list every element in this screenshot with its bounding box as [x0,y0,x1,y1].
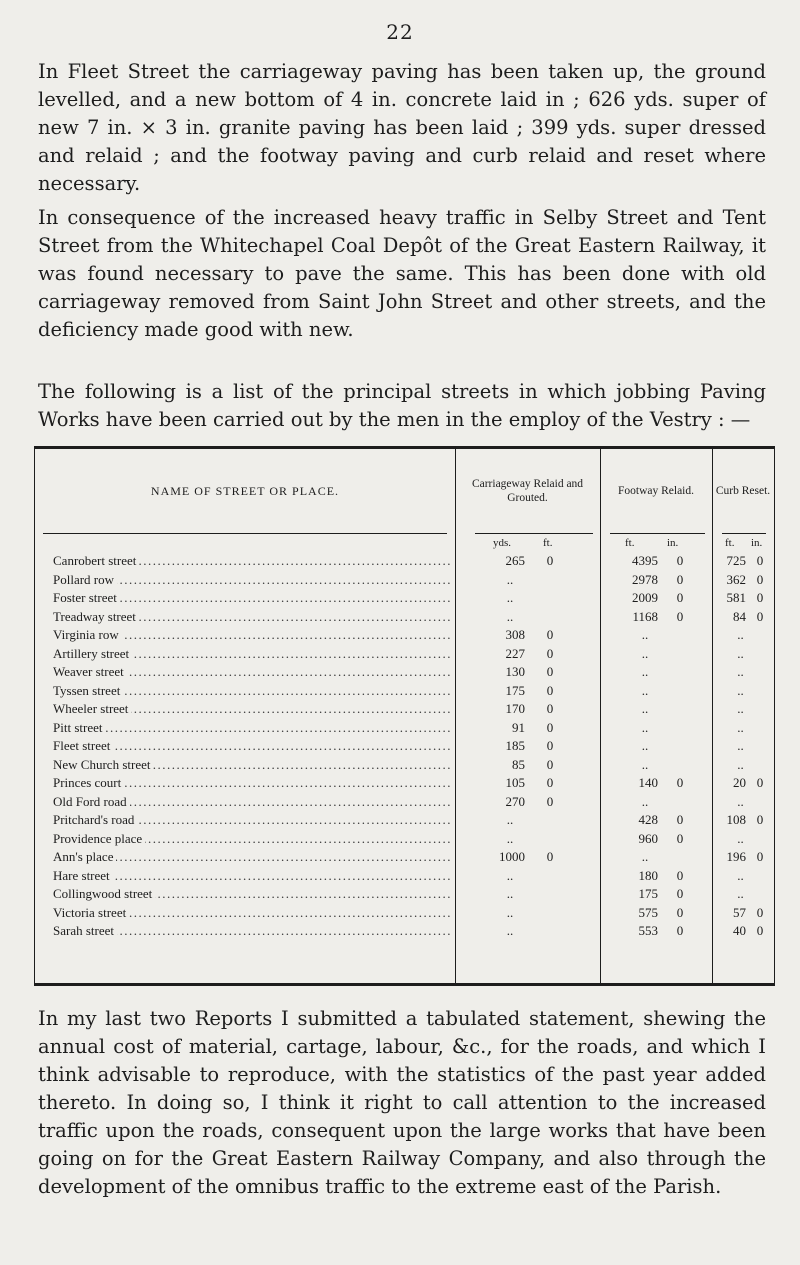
table-row [35,626,774,645]
header-footway: Footway Relaid. [617,485,695,497]
c2-value: 2978 [632,571,658,587]
c1-subvalue: 0 [546,701,554,716]
unit-feet: ft. [725,537,735,549]
c3-empty: .. [737,664,744,679]
c2-value: 960 [638,830,658,846]
c1-value: 85 [512,756,525,772]
table-row [35,571,774,590]
paving-works-table [34,446,775,986]
street-name-cell [53,885,451,904]
street-name: Sarah street [53,923,117,938]
street-name: New Church street [53,757,153,772]
street-name: Old Ford road [53,794,130,809]
header-curb: Curb Reset. [715,485,771,497]
c1-value: 227 [505,645,525,661]
c1-subvalue: 0 [546,645,554,661]
street-name-cell [53,663,451,682]
header-underline [475,533,593,534]
c1-subvalue: 0 [546,553,554,568]
c3-empty: .. [737,867,744,883]
street-name-cell [53,922,451,941]
street-name-cell [53,904,451,923]
table-row [35,774,774,793]
unit-inches: in. [667,537,679,549]
c3-subvalue: 0 [756,590,764,605]
c2-subvalue: 0 [676,812,684,827]
street-name-cell [53,774,451,793]
c1-value: 105 [505,775,525,790]
c1-empty: .. [506,590,514,605]
header-underline [722,533,766,534]
street-name: Ann's place [53,849,116,864]
c3-subvalue: 0 [756,571,764,587]
table-row [35,922,774,941]
paragraph-table-intro: The following is a list of the principal streets in which jobbing Paving Works have been carried out by the men in the employ of the Vestry : — [38,380,766,431]
table-row [35,867,774,886]
c2-empty: .. [641,701,649,716]
street-name: Treadway street [53,609,139,624]
c3-empty: .. [737,719,744,735]
c1-empty: .. [506,886,514,901]
street-name-cell [53,848,451,867]
street-name-cell [53,793,451,812]
c2-empty: .. [641,738,649,753]
street-name: Weaver street [53,664,127,679]
c2-empty: .. [641,664,649,679]
street-name-cell [53,682,451,701]
c1-value: 185 [505,738,525,753]
street-name: Collingwood street [53,886,155,901]
c3-empty: .. [737,756,744,772]
c2-subvalue: 0 [676,590,684,605]
c2-subvalue: 0 [676,553,684,568]
paragraph-selby-tent-street: In consequence of the increased heavy traffic in Selby Street and Tent Street from the Whitechapel Coal Depôt of the Great Eastern Railway, it was found necessary to pave the same. This has been done with old carriageway removed from Saint John Street and other streets, and the deficiency made good with new. [38,206,766,341]
header-carriageway: Carriageway Relaid and Grouted. [471,478,584,504]
street-name-cell [53,719,451,738]
c2-value: 140 [638,775,658,790]
c1-empty: .. [506,867,514,883]
table-row [35,645,774,664]
c2-subvalue: 0 [676,904,684,920]
c1-subvalue: 0 [546,756,554,772]
street-name-cell [53,626,451,645]
street-name: Canrobert street [53,553,139,568]
c1-subvalue: 0 [546,738,554,753]
c3-value: 362 [726,571,746,587]
c1-value: 1000 [499,849,525,864]
c2-value: 2009 [632,590,658,605]
c3-subvalue: 0 [756,849,764,864]
page-number: 22 [386,20,414,44]
c3-subvalue: 0 [756,775,764,790]
street-name: Pitt street [53,720,105,735]
street-name-cell [53,645,451,664]
street-name-cell [53,867,451,886]
street-name-cell [53,608,451,627]
c3-empty: .. [737,830,744,846]
c1-value: 265 [505,553,525,568]
street-name-cell [53,700,451,719]
c3-empty: .. [737,645,744,661]
c2-value: 1168 [632,608,658,624]
c2-value: 175 [638,886,658,901]
c2-value: 553 [638,923,658,938]
c3-empty: .. [737,701,744,716]
table-row [35,885,774,904]
c1-value: 175 [505,682,525,698]
c1-empty: .. [506,812,514,827]
street-name-cell [53,737,451,756]
c3-subvalue: 0 [756,553,764,568]
table-row [35,552,774,571]
c2-value: 4395 [632,553,658,568]
table-row [35,793,774,812]
table-row [35,737,774,756]
table-row [35,719,774,738]
street-name: Victoria street [53,905,129,920]
c1-value: 170 [505,701,525,716]
c3-empty: .. [737,738,744,753]
c2-subvalue: 0 [676,830,684,846]
street-name: Fleet street [53,738,113,753]
c3-value: 108 [726,812,746,827]
c1-subvalue: 0 [546,793,554,809]
c1-subvalue: 0 [546,849,554,864]
c3-subvalue: 0 [756,904,764,920]
c2-value: 428 [638,812,658,827]
c1-empty: .. [506,923,514,938]
street-name: Pritchard's road [53,812,137,827]
c3-value: 725 [726,553,746,568]
c1-subvalue: 0 [546,664,554,679]
c2-empty: .. [641,756,649,772]
table-row [35,756,774,775]
table-row [35,811,774,830]
c1-subvalue: 0 [546,719,554,735]
unit-feet: ft. [625,537,635,549]
c1-subvalue: 0 [546,775,554,790]
c1-subvalue: 0 [546,627,554,642]
c1-empty: .. [506,571,514,587]
c2-empty: .. [641,849,649,864]
c3-value: 196 [726,849,746,864]
table-row [35,830,774,849]
table-body [35,552,774,941]
street-name: Wheeler street [53,701,131,716]
c3-value: 581 [726,590,746,605]
c3-subvalue: 0 [756,608,764,624]
unit-inches: in. [751,537,763,549]
street-name-cell [53,552,451,571]
table-row [35,589,774,608]
c3-value: 57 [733,904,746,920]
c1-value: 91 [512,719,525,735]
street-name: Princes court [53,775,124,790]
street-name-cell [53,589,451,608]
c3-value: 40 [733,923,746,938]
table-row [35,663,774,682]
c2-empty: .. [641,627,649,642]
street-name: Hare street [53,868,113,883]
table-row [35,700,774,719]
street-name-cell [53,811,451,830]
c2-subvalue: 0 [676,571,684,587]
table-row [35,904,774,923]
unit-yards: yds. [493,537,512,549]
c3-empty: .. [737,793,744,809]
street-name-cell [53,830,451,849]
c3-subvalue: 0 [756,812,764,827]
c1-empty: .. [506,904,514,920]
c2-subvalue: 0 [676,867,684,883]
street-name-cell [53,571,451,590]
table-row [35,608,774,627]
c1-empty: .. [506,608,514,624]
table-row [35,848,774,867]
table-row [35,682,774,701]
c1-empty: .. [506,830,514,846]
c1-subvalue: 0 [546,682,554,698]
c2-empty: .. [641,719,649,735]
street-name: Pollard row [53,572,117,587]
street-name: Providence place [53,831,145,846]
c3-empty: .. [737,886,744,901]
unit-feet: ft. [543,537,553,549]
paragraph-fleet-street: In Fleet Street the carriageway paving has been taken up, the ground levelled, and a new bottom of 4 in. concrete laid in ; 626 yds. super of new 7 in. × 3 in. granite paving has been laid ; 399 yds. super dressed and relaid ; and the footway paving and curb relaid and reset where necessary. [38,60,766,195]
street-name: Tyssen street [53,683,123,698]
c2-value: 180 [638,867,658,883]
c2-empty: .. [641,645,649,661]
street-name-cell [53,756,451,775]
c3-value: 20 [733,775,746,790]
header-street-name: NAME OF STREET OR PLACE. [150,483,340,498]
c2-subvalue: 0 [676,886,684,901]
c2-subvalue: 0 [676,923,684,938]
street-name: Virginia row [53,627,122,642]
c3-empty: .. [737,682,744,698]
c1-value: 270 [505,793,525,809]
c3-subvalue: 0 [756,923,764,938]
header-underline [610,533,705,534]
c2-empty: .. [641,682,649,698]
c1-value: 308 [505,627,525,642]
header-underline [43,533,447,534]
street-name: Artillery street [53,646,132,661]
street-name: Foster street [53,590,120,605]
c2-empty: .. [641,793,649,809]
c3-empty: .. [737,627,744,642]
c2-subvalue: 0 [676,608,684,624]
c2-subvalue: 0 [676,775,684,790]
c2-value: 575 [638,904,658,920]
c1-value: 130 [505,664,525,679]
paragraph-annual-cost: In my last two Reports I submitted a tabulated statement, shewing the annual cost of material, cartage, labour, &c., for the roads, and which I think advisable to reproduce, with the statistics of the past year added thereto. In doing so, I think it right to call attention to the increased traffic upon the roads, consequent upon the large works that have been going on for the Great Eastern Railway Company, and also through the development of the omnibus traffic to the extreme east of the Parish. [38,1007,766,1198]
c3-value: 84 [733,608,746,624]
